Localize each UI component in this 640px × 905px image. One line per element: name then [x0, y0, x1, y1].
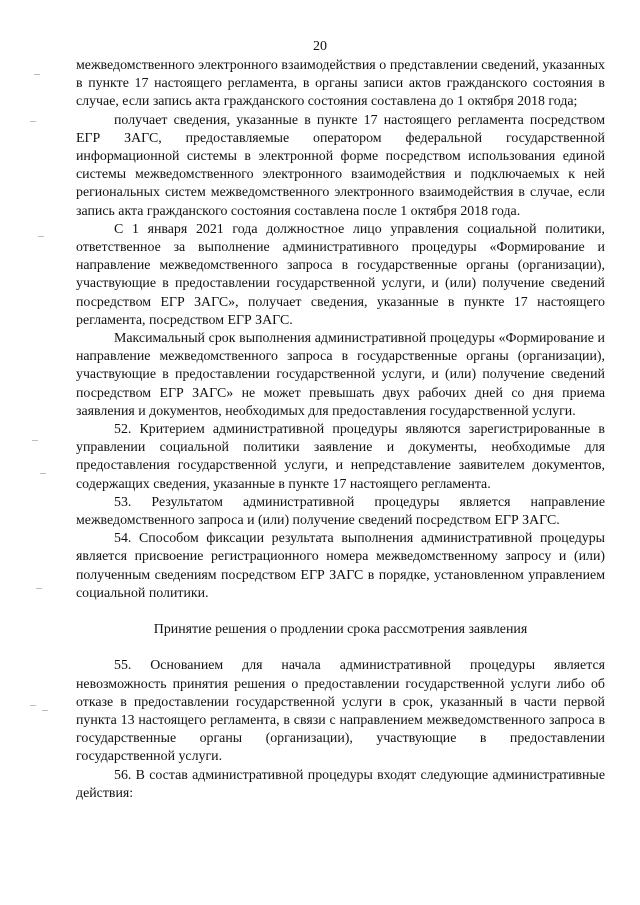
margin-mark: [40, 473, 46, 474]
margin-mark: [36, 588, 42, 589]
paragraph: межведомственного электронного взаимодействия о представлении сведений, указанных в пункте 17 настоящего регламента, в органы записи актов гражданского состояния в случае, если запись акта гражданского состояния составлена до 1 октября 2018 года;: [76, 58, 605, 110]
paragraph-53: 53. Результатом административной процедуры является направление межведомственного запроса и (или) получение сведений посредством ЕГР ЗАГС.: [76, 494, 605, 529]
margin-mark: [30, 705, 36, 706]
margin-mark: [32, 440, 38, 441]
paragraph-54: 54. Способом фиксации результата выполнения административной процедуры является присвоение регистрационного номера межведомственному запросу и (или) полученным сведениям посредством ЕГР ЗАГС в порядке, установленном управлением социальной политики.: [76, 531, 605, 601]
margin-mark: [30, 121, 36, 122]
document-body: [76, 57, 605, 803]
margin-mark: [38, 236, 44, 237]
paragraph-55: 55. Основанием для начала административной процедуры является невозможность принятия решения о предоставлении государственной услуги либо об отказе в предоставлении государственной услуги в срок, указанный в части первой пункта 13 настоящего регламента, в связи с направлением межведомственного запроса в государственные органы (организации), участвующие в предоставлении государственной услуги.: [76, 658, 605, 765]
paragraph-52: 52. Критерием административной процедуры являются зарегистрированные в управлении социальной политики заявление и документы, необходимые для предоставления государственной услуги, и непредставление заявителем документов, содержащих сведения, указанные в пункте 17 настоящего регламента.: [76, 422, 605, 492]
paragraph-56: 56. В состав административной процедуры входят следующие административные действия:: [76, 767, 605, 801]
paragraph: С 1 января 2021 года должностное лицо управления социальной политики, ответственное за выполнение административного процедуры «Формирование и направление межведомственного запроса в государственные органы (организации), участвующие в предоставлении государственной услуги, и (или) получение сведений посредством ЕГР ЗАГС», получает сведения, указанные в пункте 17 настоящего регламента, посредством ЕГР ЗАГС.: [76, 221, 605, 328]
section-heading: Принятие решения о продлении срока рассмотрения заявления: [153, 622, 528, 638]
page-number: 20: [313, 39, 327, 54]
paragraph: Максимальный срок выполнения административной процедуры «Формирование и направление межведомственного запроса в государственные органы (организации), участвующие в предоставлении государственной услуги, и (или) получение сведений посредством ЕГР ЗАГС» не может превышать двух рабочих дней со дня приема заявления и документов, необходимых для предоставления государственной услуги.: [76, 331, 605, 419]
paragraph: получает сведения, указанные в пункте 17 настоящего регламента посредством ЕГР ЗАГС, предоставляемые оператором федеральной государственной информационной системы в электронной форме посредством использования единой системы межведомственного электронного взаимодействия и подключаемых к ней региональных систем межведомственного электронного взаимодействия в случае, если запись акта гражданского состояния составлена после 1 октября 2018 года.: [76, 112, 605, 219]
margin-mark: [34, 74, 40, 75]
scan-margin-marks: [0, 0, 70, 905]
margin-mark: [42, 710, 48, 711]
